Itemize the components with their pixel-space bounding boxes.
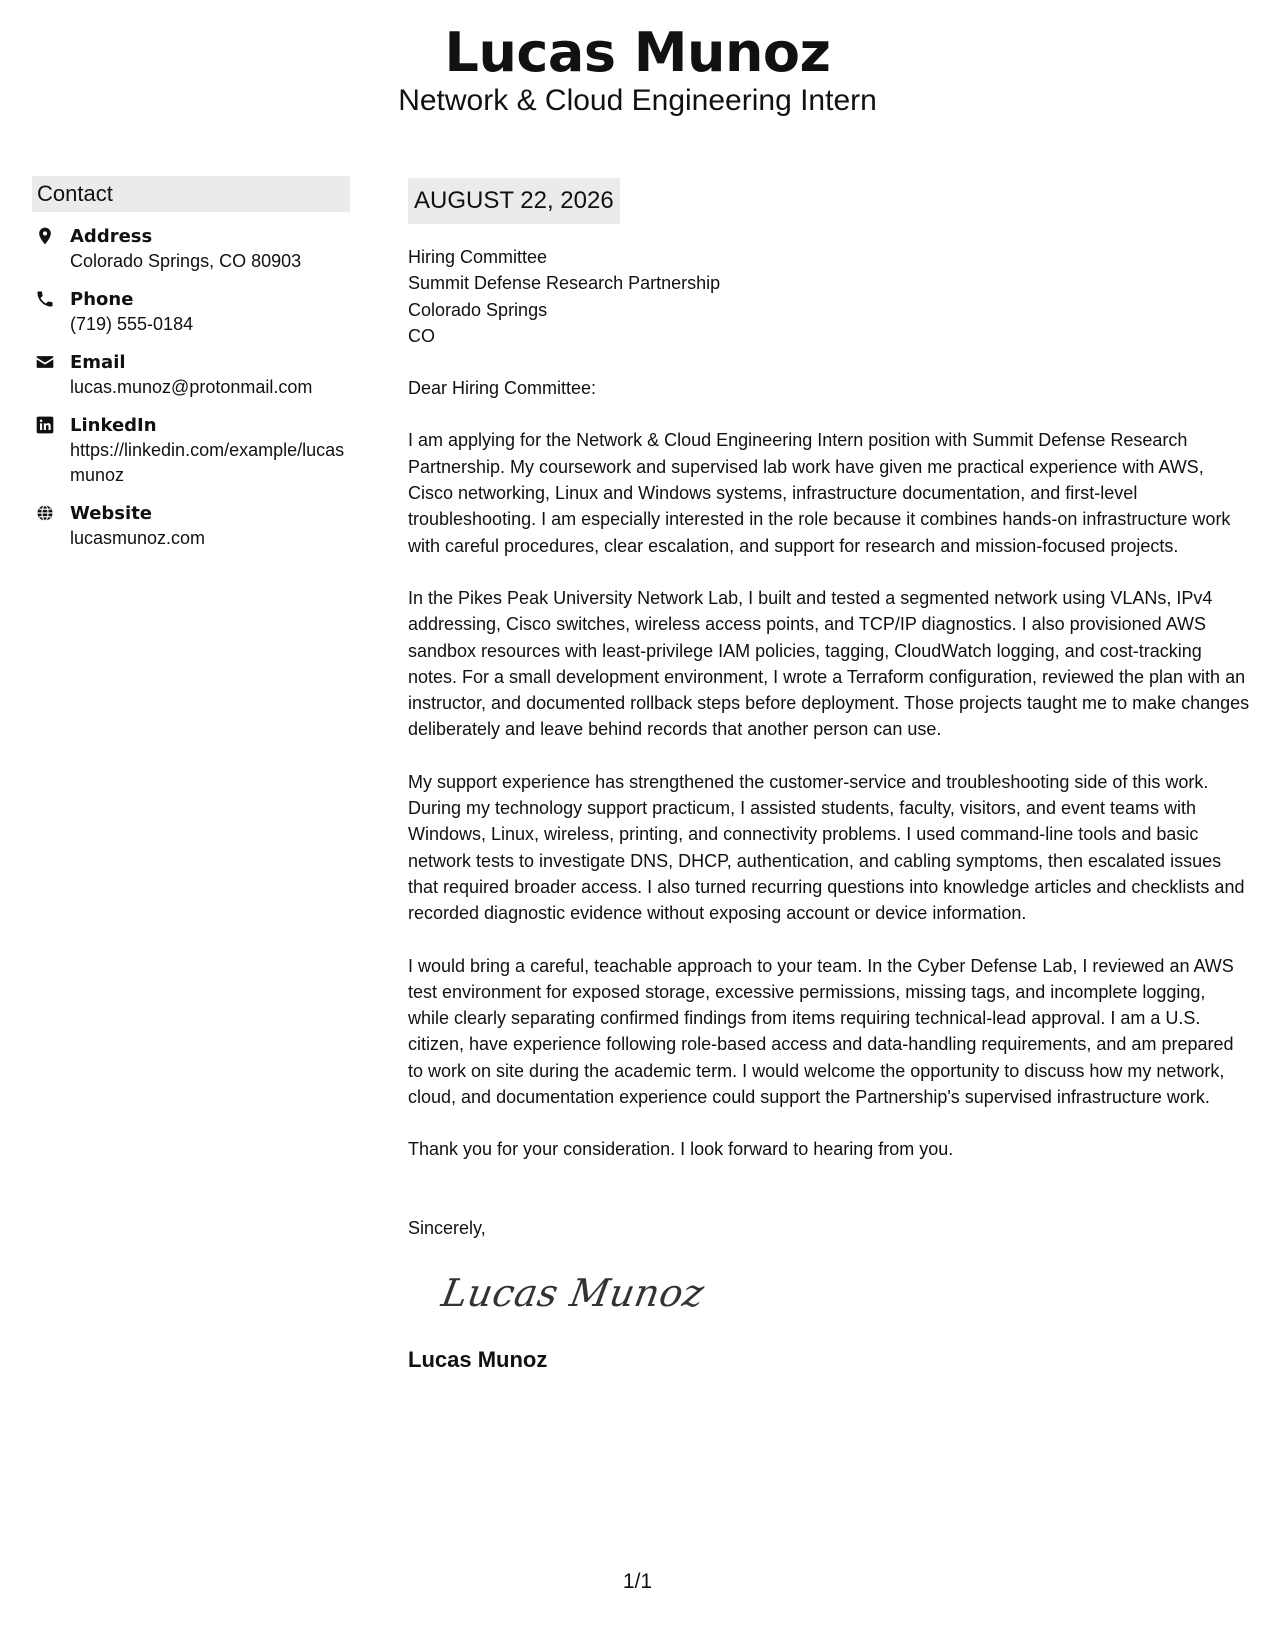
address-value: Colorado Springs, CO 80903 [70,251,302,271]
website-value[interactable]: lucasmunoz.com [70,528,206,548]
linkedin-icon [34,414,56,436]
letter-header [0,22,1275,118]
contact-item-linkedin [32,413,350,488]
recipient-line: CO [408,325,435,346]
map-pin-icon [34,225,56,247]
contact-label: LinkedIn [70,415,157,436]
body-paragraph: I would bring a careful, teachable approach to your team. In the Cyber Defense Lab, I reviewed an AWS test environment for exposed storage, excessive permissions, missing tags, and incomplete logging, while clearly separating confirmed findings from items requiring technical-lead approval. I am a U.S. citizen, have experience following role-based access and data-handling requirements, and am prepared to work on site during the academic term. I would welcome the opportunity to discuss how my network, cloud, and documentation experience could support the Partnership's supervised infrastructure work. [408,955,1234,1108]
recipient-block [408,244,1250,349]
email-value[interactable]: lucas.munoz@protonmail.com [70,377,313,397]
contact-item-address [32,224,350,274]
contact-section-title: Contact [32,176,350,212]
letter-date: AUGUST 22, 2026 [408,178,620,224]
linkedin-value[interactable]: https://linkedin.com/example/lucasmunoz [70,440,345,485]
recipient-line: Hiring Committee [408,247,548,267]
contact-list [32,224,350,551]
contact-label: Phone [70,289,134,310]
closing: Sincerely, [408,1217,486,1238]
globe-icon [34,502,56,524]
job-title: Network & Cloud Engineering Intern [398,84,877,117]
letter-body [408,178,1250,1375]
contact-item-website [32,501,350,551]
salutation: Dear Hiring Committee: [408,378,597,399]
contact-item-phone [32,287,350,337]
contact-label: Email [70,352,126,373]
phone-icon [34,288,56,310]
body-paragraph: My support experience has strengthened the customer-service and troubleshooting side of this work. During my technology support practicum, I assisted students, faculty, visitors, and event teams with Windows, Linux, wireless, printing, and connectivity problems. I used command-line tools and basic network tests to investigate DNS, DHCP, authentication, and cabling symptoms, then escalated issues that required broader access. I also turned recurring questions into knowledge articles and checklists and recorded diagnostic evidence without exposing account or device information. [408,771,1245,924]
recipient-line: Summit Defense Research Partnership [408,273,721,294]
phone-value: (719) 555-0184 [70,314,194,334]
contact-label: Address [70,226,153,247]
applicant-name: Lucas Munoz [444,21,831,84]
contact-sidebar [32,176,350,564]
page-number: 1/1 [622,1570,653,1593]
contact-label: Website [70,503,153,524]
contact-item-email [32,350,350,400]
envelope-icon [34,351,56,373]
body-paragraph: Thank you for your consideration. I look forward to hearing from you. [408,1139,954,1160]
body-paragraph: I am applying for the Network & Cloud Engineering Intern position with Summit Defense Research Partnership. My coursework and supervised lab work have given me practical experience with AWS, Cisco networking, Linux and Windows systems, infrastructure documentation, and first-level troubleshooting. I am especially interested in the role because it combines hands-on infrastructure work with careful procedures, clear escalation, and support for research and mission-focused projects. [408,430,1231,556]
body-paragraph: In the Pikes Peak University Network Lab, I built and tested a segmented network using VLANs, IPv4 addressing, Cisco switches, wireless access points, and TCP/IP diagnostics. I also provisioned AWS sandbox resources with least-privilege IAM policies, tagging, CloudWatch logging, and cost-tracking notes. For a small development environment, I wrote a Terraform configuration, reviewed the plan with an instructor, and documented rollback steps before deployment. Those projects taught me to make changes deliberately and leave behind records that another person can use. [408,587,1250,740]
handwritten-signature: Lucas Munoz [438,1270,708,1315]
signer-name: Lucas Munoz [408,1346,548,1372]
recipient-line: Colorado Springs [408,299,548,320]
